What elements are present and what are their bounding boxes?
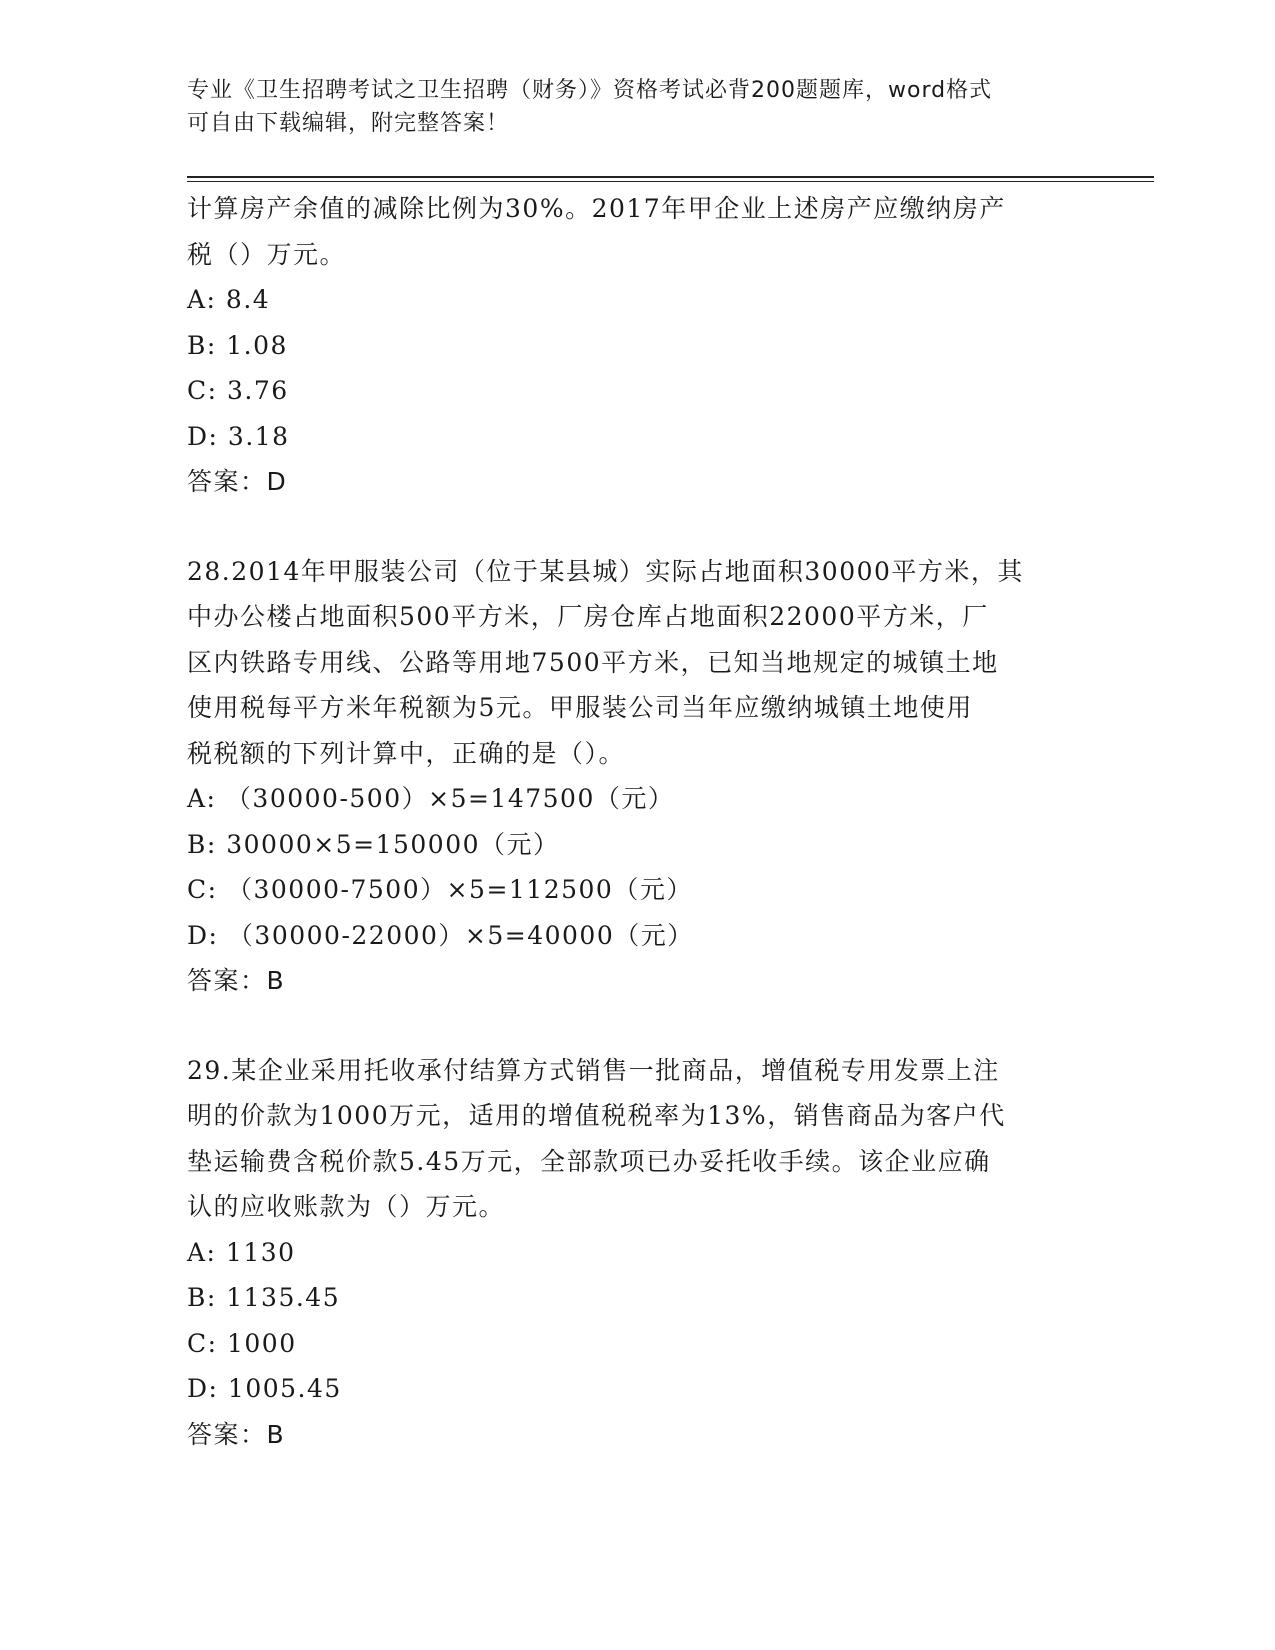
question-27 — [187, 186, 1087, 505]
option-b: B: 1135.45 — [187, 1283, 341, 1312]
header-line-1: 专业《卫生招聘考试之卫生招聘（财务）》资格考试必背200题题库，word格式 — [187, 78, 993, 103]
question-text-line: 税税额的下列计算中，正确的是（）。 — [187, 738, 626, 768]
option-d: D: 1005.45 — [187, 1374, 342, 1403]
question-text-line: 税（）万元。 — [187, 239, 347, 269]
option-c: C: （30000-7500）×5=112500（元） — [187, 875, 693, 904]
option-b: B: 1.08 — [187, 330, 288, 360]
option-d: D: 3.18 — [187, 421, 290, 451]
answer-label: 答案：D — [187, 467, 288, 496]
option-a: A: 1130 — [187, 1237, 296, 1267]
spacer — [187, 505, 1087, 549]
option-d: D: （30000-22000）×5=40000（元） — [187, 920, 694, 950]
answer-label: 答案：B — [187, 1419, 286, 1449]
question-text-line: 中办公楼占地面积500平方米，厂房仓库占地面积22000平方米，厂 — [187, 602, 989, 631]
question-text-line: 29.某企业采用托收承付结算方式销售一批商品，增值税专用发票上注 — [187, 1055, 1000, 1085]
option-a: A: 8.4 — [187, 285, 271, 314]
document-header — [187, 74, 1067, 140]
header-divider-thin — [187, 181, 1154, 182]
question-text-line: 28.2014年甲服装公司（位于某县城）实际占地面积30000平方米，其 — [187, 556, 1024, 586]
document-body — [187, 186, 1087, 1457]
header-line-2: 可自由下载编辑，附完整答案！ — [187, 111, 510, 136]
question-text-line: 垫运输费含税价款5.45万元，全部款项已办妥托收手续。该企业应确 — [187, 1146, 991, 1176]
option-c: C: 3.76 — [187, 376, 289, 405]
question-text-line: 计算房产余值的减除比例为30%。2017年甲企业上述房产应缴纳房产 — [187, 194, 1006, 223]
question-28 — [187, 549, 1087, 1004]
question-text-line: 区内铁路专用线、公路等用地7500平方米，已知当地规定的城镇土地 — [187, 647, 999, 677]
spacer — [187, 1004, 1087, 1048]
option-a: A: （30000-500）×5=147500（元） — [187, 784, 675, 813]
option-c: C: 1000 — [187, 1328, 297, 1358]
option-b: B: 30000×5=150000（元） — [187, 829, 560, 859]
header-divider-thick — [187, 176, 1154, 178]
question-29 — [187, 1048, 1087, 1458]
question-text-line: 认的应收账款为（）万元。 — [187, 1192, 506, 1221]
question-text-line: 使用税每平方米年税额为5元。甲服装公司当年应缴纳城镇土地使用 — [187, 693, 973, 722]
answer-label: 答案：B — [187, 966, 286, 995]
question-text-line: 明的价款为1000万元，适用的增值税税率为13%，销售商品为客户代 — [187, 1101, 1006, 1130]
